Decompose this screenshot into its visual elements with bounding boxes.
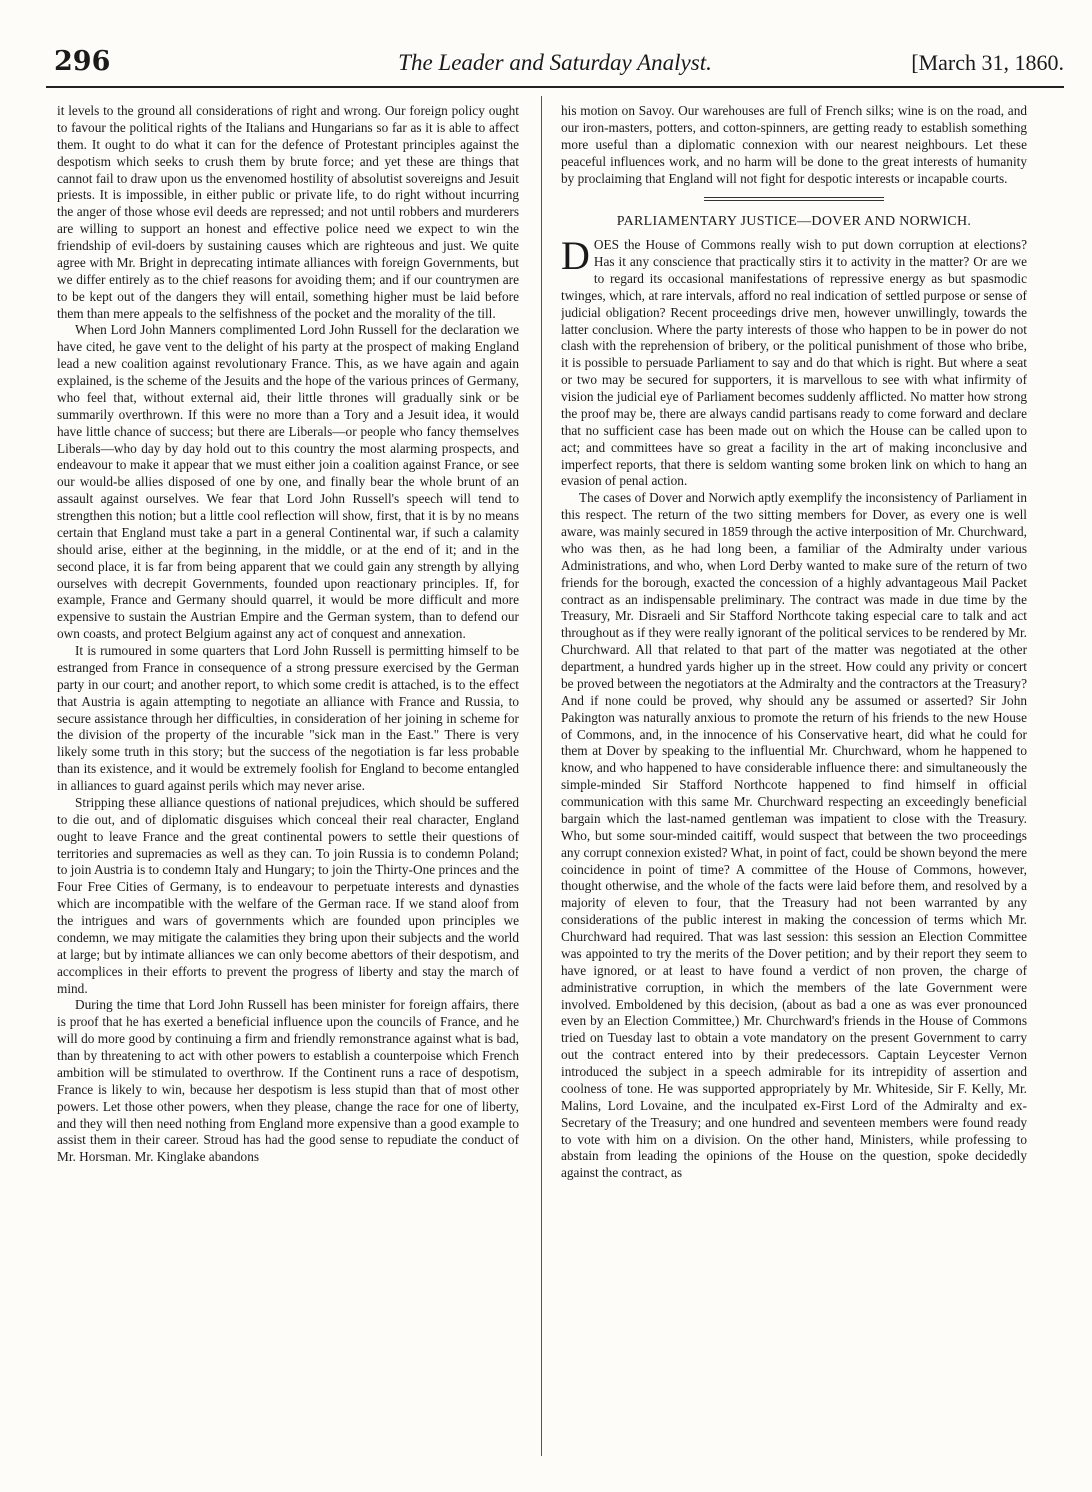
paragraph: Stripping these alliance questions of national prejudices, which should be suffered to die out, and of diplomatic disguises which conceal their real character, England ought to leave France and the great continental powers to settle their questions of territories and supremacies as well as they can. To join Russia is to condemn Poland; to join Austria is to condemn Italy and Hungary; to join the Thirty-One princes and the Four Free Cities of Germany, is to endeavour to perpetuate interests and dynasties which are incompatible with the welfare of the German race. If we stand aloof from the intrigues and wars of governments which are founded upon principles we condemn, we may mitigate the calamities they bring upon their subjects and the world at large; but by intimate alliances we can only become abettors of their despotism, and accomplices in their efforts to prevent the progress of liberty and stay the march of mind. <box>57 794 519 996</box>
paragraph: his motion on Savoy. Our warehouses are full of French silks; wine is on the road, and our iron-masters, potters, and cotton-spinners, are getting ready to establish something more useful than a diplomatic connexion with our nearest neighbours. Let these peaceful influences work, and no harm will be done to the great interests of humanity by proclaiming that England will not fight for despotic interests or incapable courts. <box>561 103 1027 186</box>
article-heading: PARLIAMENTARY JUSTICE—DOVER AND NORWICH. <box>616 214 972 230</box>
paragraph-text: OES the House of Commons really wish to put down corruption at elections? Has it any conscience that practically stirs it to activity in the matter? Or are we to regard its occasional manifestations of repressive energy as but spasmodic twinges, which, at rare intervals, afford no real indication of settled purpose or sense of judicial obligation? Recent proceedings drive men, however unwillingly, towards the latter conclusion. Where the party interests of those who happen to be in power do not clash with the reprehension of bribery, or the political punishment of those who bribe, it is possible to persuade Parliament to say and do that which is right. But where a seat or two may be secured for supporters, it is marvellous to see with what infirmity of vision the judicial eye of Parliament becomes suddenly afflicted. No matter how strong the proof may be, there are always candid partisans ready to come forward and declare that no sufficient case has been made out on which the House can be called upon to act; and committees have so great a facility in the art of making inconclusive and imperfect reports, that there is seldom wanting some broken link on which to hang an evasion of penal action. <box>561 237 1027 489</box>
paragraph: The cases of Dover and Norwich aptly exemplify the inconsistency of Parliament in this respect. The return of the two sitting members for Dover, as every one is well aware, was mainly secured in 1859 through the active interposition of Mr. Churchward, who was then, as he had long been, a familiar of the Admiralty under various Administrations, and who, when Lord Derby wanted to make sure of the return of two friends for the borough, exacted the concession of a highly advantageous Mail Packet contract as an indispensable preliminary. The contract was made in due time by the Treasury, Mr. Disraeli and Sir Stafford Northcote taking especial care to talk and act throughout as if they were really ignorant of the political services to be rendered by Mr. Churchward. All that related to that part of the matter was negotiated at the other department, a hundred yards higher up in the street. How could any privity or concert be proved between the negotiators at the Admiralty and the contractors at the Treasury? And if none could be proved, why should any be assumed or asserted? Sir John Pakington was naturally anxious to promote the return of his friends to the new House of Commons, and, in the innocence of his Conservative heart, did what he could for them at Dover by speaking to the influential Mr. Churchward, whom he happened to know, and who happened to have considerable influence there: and simultaneously the simple-minded Sir Stafford Northcote happened to find himself in official communication with this same Mr. Churchward respecting an exceedingly beneficial bargain which the last-named gentleman was impatient to close with the Treasury. Who, but some sour-minded caitiff, would suspect that between the two proceedings any corrupt connexion existed? What, in point of fact, could be shown beyond the mere coincidence in point of time? A committee of the House of Commons, however, thought otherwise, and the whole of the facts were laid before them, and resolved by a majority of eleven to four, that the Treasury had not been warranted by any considerations of the public interest in making the concession of terms which Mr. Churchward had required. That was last session: this session an Election Committee was appointed to try the merits of the Dover petition; and by their report they seem to have ignored, or at least to have found a verdict of non proven, the charge of administrative corruption, in which the members of the late Government were involved. Emboldened by this decision, (about as bad a one as was ever pronounced even by an Election Committee,) Mr. Churchward's friends in the House of Commons tried on Tuesday last to obtain a vote mandatory on the present Government to carry out the contract entered into by their predecessors. Captain Leycester Vernon introduced the subject in a speech admirable for its intrepidity of assertion and coolness of tone. He was supported appropriately by Mr. Whiteside, Sir F. Kelly, Mr. Malins, Lord Lovaine, and the inculpated ex-First Lord of the Admiralty and ex-Secretary of the Treasury; and one hundred and seventeen members were found ready to vote with him on a division. On the other hand, Ministers, while professing to abstain from leading the opinions of the House on the question, spoke decidedly against the contract, as <box>561 490 1027 1181</box>
paragraph: During the time that Lord John Russell has been minister for foreign affairs, there is proof that he has exerted a beneficial influence upon the councils of France, and he will do more good by continuing a firm and friendly remonstrance against what is bad, than by threatening to act with other powers to establish a counterpoise which French ambition will be stimulated to overthrow. If the Continent runs a race of despotism, France is likely to win, because her despotism is less stupid than that of most other powers. Let those other powers, when they please, change the race for one of liberty, and they will then need nothing from England more expensive than a good example to assist them in their career. Stroud has had the good sense to repudiate the conduct of Mr. Horsman. Mr. Kinglake abandons <box>57 997 519 1165</box>
page-header <box>46 46 1064 88</box>
publication-title: The Leader and Saturday Analyst. <box>398 50 712 75</box>
page-number: 296 <box>54 46 111 77</box>
paragraph <box>561 233 1027 490</box>
issue-date: [March 31, 1860. <box>911 50 1064 75</box>
column-divider <box>541 96 542 1456</box>
section-separator <box>704 197 884 201</box>
paragraph: It is rumoured in some quarters that Lord John Russell is permitting himself to be estranged from France in consequence of a strong pressure exercised by the German party in our court; and another report, to which some credit is attached, is to the effect that Austria is again attempting to negotiate an alliance with France and Russia, to secure assistance through her difficulties, in consideration of her joining in scheme for the division of the property of the incurable "sick man in the East." There is very likely some truth in this story; but the success of the negotiation is far less probable than its existence, and it would be extremely foolish for England to become entangled in alliances to guard against perils which may never arise. <box>57 643 519 793</box>
left-column <box>57 103 519 1453</box>
paragraph: When Lord John Manners complimented Lord John Russell for the declaration we have cited, he gave vent to the delight of his party at the prospect of making England lead a new coalition against revolutionary France. This, as we have again and again explained, is the scheme of the Jesuits and the hope of the various princes of Germany, who feel that, without external aid, their little thrones will gradually sink or be summarily overthrown. If this were no more than a Tory and a Jesuit idea, it would have little chance of success; but there are Liberals—or people who fancy themselves Liberals—who day by day hold out to this country the most alarming prospects, and endeavour to make it appear that we must either join a coalition against France, or see our would-be allies disposed of one by one, and finally bear the whole brunt of an assault against ourselves. We fear that Lord John Russell's speech will tend to strengthen this notion; but a little cool reflection will show, first, that it is by no means certain that England must take a part in a general Continental war, if such a calamity should arise, either at the beginning, in the middle, or at the end of it; and in the second place, it is far from being apparent that we could gain any strength by allying ourselves with decrepit Governments, founded upon reactionary principles. If, for example, France and Germany should quarrel, it would be more difficult and more expensive to sustain the Austrian Empire and the German system, than to defend our own coasts, and protect Belgium against any act of conquest and annexation. <box>57 322 519 642</box>
right-column <box>561 103 1027 1453</box>
drop-cap: D <box>561 233 590 279</box>
paragraph: it levels to the ground all considerations of right and wrong. Our foreign policy ought to favour the political rights of the Italians and Hungarians so far as it is able to affect them. It ought to do what it can for the defence of Protestant principles against the despotism which seeks to crush them by brute force; and yet these are things that cannot fail to draw upon us the envenomed hostility of absolutist sovereigns and Jesuit priests. It is impossible, in either public or private life, to do right without incurring the anger of those whose evil deeds are repressed; and not until robbers and murderers are willing to support an honest and effective police need we expect to win the friendship of evil-doers by sustaining causes which are righteous and just. We quite agree with Mr. Bright in deprecating intimate alliances with foreign Governments, but we differ entirely as to the chief reasons for avoiding them; and if our countrymen are to be kept out of the dangers they will entail, something higher must be laid before them than mere appeals to the selfishness of the pocket and the morality of the till. <box>57 103 519 321</box>
